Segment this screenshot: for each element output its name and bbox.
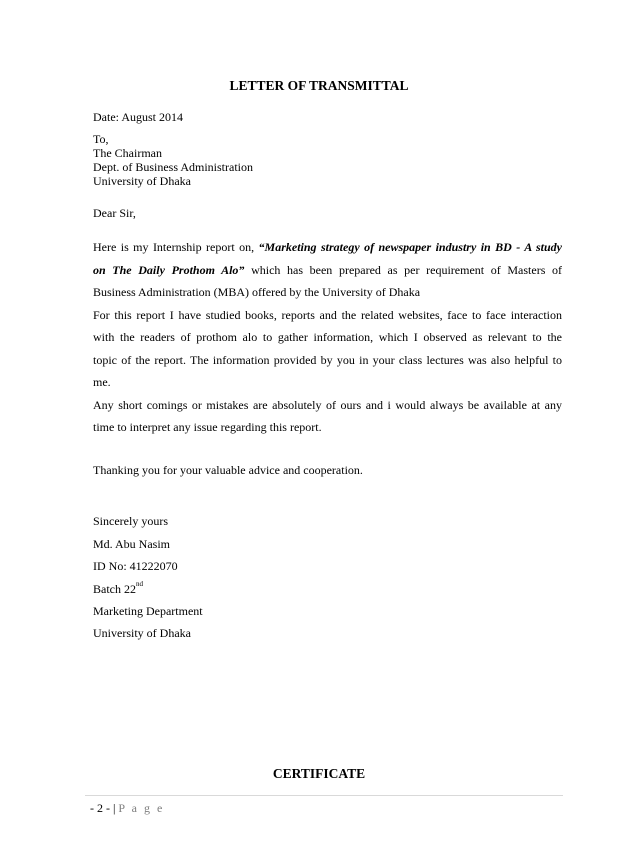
sender-university: University of Dhaka (93, 626, 191, 640)
body-line: For this report I have studied books, reports and the related websites, face to face interaction (93, 307, 562, 322)
body-line (93, 259, 562, 282)
body-line: time to interpret any issue regarding this report. (93, 420, 322, 434)
batch-superscript: nd (136, 580, 143, 588)
body-line: topic of the report. The information provided by you in your class lectures was also helpful to (93, 352, 562, 367)
body-line (93, 236, 562, 259)
body-intro-text: Here is my Internship report on, (93, 240, 259, 254)
sender-id: ID No: 41222070 (93, 559, 178, 573)
page-footer (90, 801, 164, 816)
body-text: which has been prepared as per requirement of Masters of (244, 262, 562, 277)
body-line: me. (93, 375, 111, 389)
recipient-dept: Dept. of Business Administration (93, 160, 253, 174)
footer-divider (85, 795, 563, 796)
page-label: P a g e (118, 801, 165, 815)
body-line: Business Administration (MBA) offered by the University of Dhaka (93, 285, 421, 299)
body-line: with the readers of prothom alo to gather information, which I observed as relevant to the (93, 330, 562, 344)
sender-name: Md. Abu Nasim (93, 537, 171, 551)
page-number: - 2 - | (90, 801, 119, 815)
sender-batch (93, 582, 143, 597)
batch-text: Batch 22 (93, 582, 136, 596)
report-title-part1: “Marketing strategy of newspaper industry in BD - A study (258, 240, 562, 254)
date-line: Date: August 2014 (93, 110, 183, 124)
closing: Sincerely yours (93, 514, 168, 528)
recipient-to: To, (93, 132, 109, 146)
body-paragraph (93, 236, 562, 439)
salutation: Dear Sir, (93, 206, 136, 220)
recipient-university: University of Dhaka (93, 174, 191, 188)
body-line: Any short comings or mistakes are absolutely of ours and i would always be available at any (93, 397, 562, 412)
report-title-part2: on The Daily Prothom Alo” (93, 262, 245, 277)
certificate-heading: CERTIFICATE (272, 766, 366, 781)
thanks-line: Thanking you for your valuable advice and cooperation. (93, 463, 363, 477)
letter-title: LETTER OF TRANSMITTAL (229, 78, 409, 93)
recipient-title: The Chairman (93, 146, 162, 160)
sender-department: Marketing Department (93, 604, 203, 618)
